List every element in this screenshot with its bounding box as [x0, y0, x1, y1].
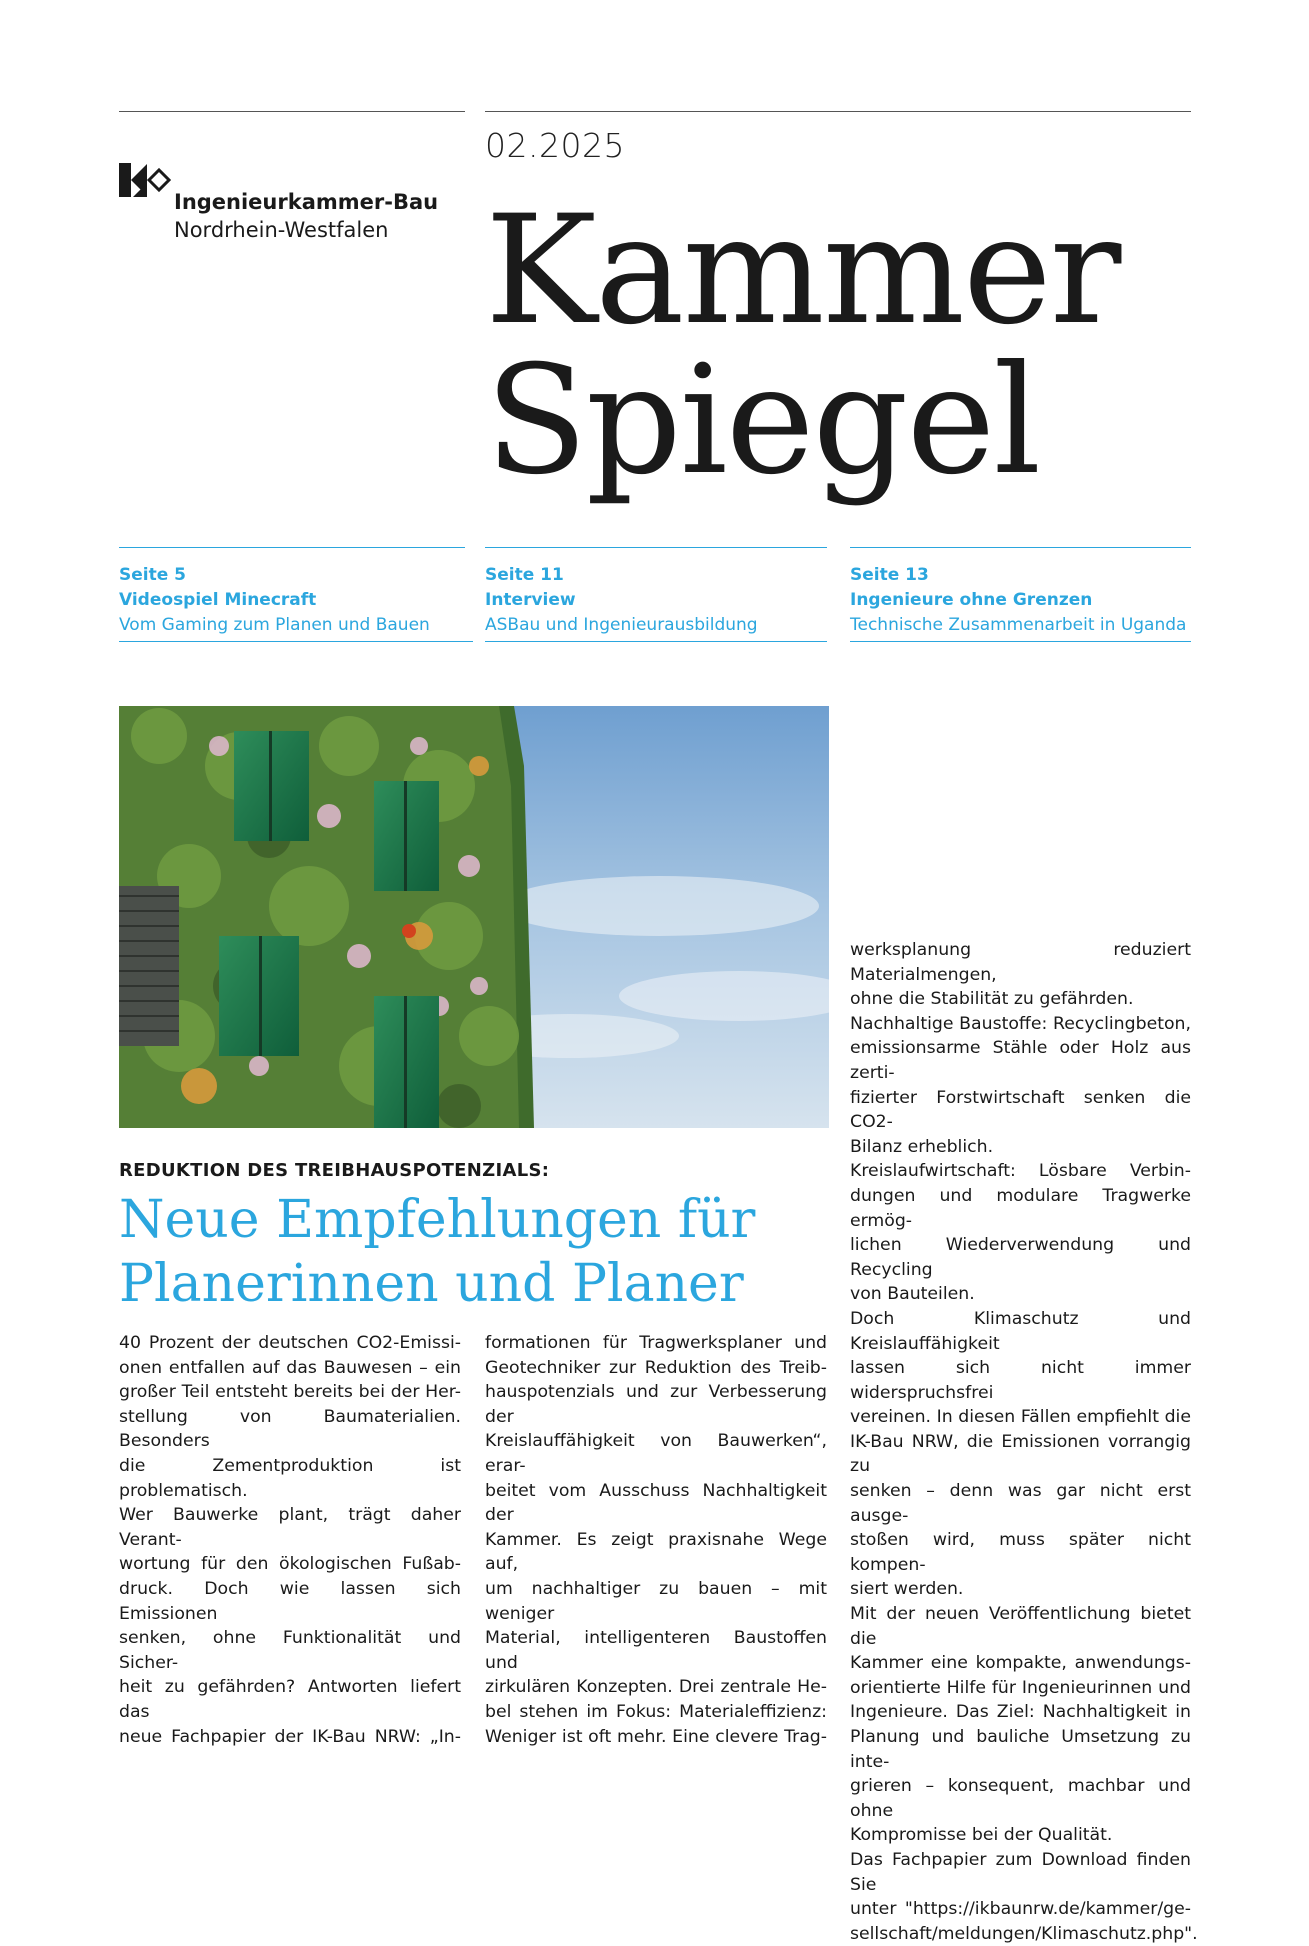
article-line: 40 Prozent der deutschen CO2-Emissi-: [119, 1333, 461, 1353]
article-line: Doch Klimaschutz und Kreislauffähigkeit: [850, 1308, 1191, 1354]
article-line: Bilanz erheblich.: [850, 1136, 994, 1157]
article-line: werksplanung reduziert Materialmengen,: [850, 940, 1191, 985]
article-line: lichen Wiederverwendung und Recycling: [850, 1235, 1191, 1280]
teaser-topic: Videospiel Minecraft: [119, 590, 317, 610]
article-line: senken – denn was gar nicht erst ausge-: [850, 1481, 1191, 1526]
teaser-topic: Ingenieure ohne Grenzen: [850, 590, 1093, 610]
org-name: Ingenieurkammer-Bau: [174, 190, 439, 214]
article-line: Geotechniker zur Reduktion des Treib-: [485, 1357, 827, 1378]
org-region: Nordrhein-Westfalen: [174, 218, 389, 242]
teaser[interactable]: [850, 563, 1194, 638]
article-line: senken, ohne Funktionalität und Sicher-: [119, 1628, 461, 1673]
article-line: emissionsarme Stähle oder Holz aus zerti-: [850, 1038, 1191, 1083]
masthead-title-line2: Spiegel: [485, 334, 1040, 508]
article-line: beitet vom Ausschuss Nachhaltigkeit der: [485, 1480, 827, 1526]
teaser[interactable]: [119, 563, 463, 638]
article-line: unter "https://ikbaunrw.de/kammer/ge-: [850, 1899, 1191, 1920]
article-column-1: [119, 1331, 461, 1749]
article-line: Ingenieure. Das Ziel: Nachhaltigkeit in: [850, 1702, 1191, 1723]
article-column-2: [485, 1331, 827, 1749]
article-line: Nachhaltige Baustoffe: Recyclingbeton,: [850, 1013, 1191, 1034]
article-line: Material, intelligenteren Baustoffen und: [485, 1628, 827, 1673]
teaser-rule-bottom: [485, 641, 827, 642]
article-line: Kreislaufwirtschaft: Lösbare Verbin-: [850, 1161, 1191, 1182]
article-line: zirkulären Konzepten. Drei zentrale He-: [485, 1677, 827, 1698]
article-line: sellschaft/meldungen/Klimaschutz.php".: [850, 1923, 1198, 1944]
article-line: die Zementproduktion ist problematisch.: [119, 1455, 461, 1501]
top-rule-right: [485, 111, 1191, 112]
teaser-rule-top: [119, 547, 465, 548]
article-headline: [119, 1188, 755, 1316]
teaser-subtitle: Technische Zusammenarbeit in Uganda: [850, 615, 1187, 635]
article-line: Kammer. Es zeigt praxisnahe Wege auf,: [485, 1529, 827, 1575]
article-line: Mit der neuen Veröffentlichung bietet die: [850, 1604, 1191, 1649]
article-line: großer Teil entsteht bereits bei der Her-: [119, 1382, 461, 1403]
article-line: ohne die Stabilität zu gefährden.: [850, 989, 1134, 1010]
article-column-3: [850, 938, 1198, 1946]
article-line: druck. Doch wie lassen sich Emissionen: [119, 1578, 461, 1624]
article-line: von Bauteilen.: [850, 1284, 975, 1305]
teaser-page: Seite 5: [119, 565, 187, 585]
article-line: neue Fachpapier der IK-Bau NRW: „In-: [119, 1726, 461, 1747]
teaser[interactable]: [485, 563, 829, 638]
article-line: Kreislauffähigkeit von Bauwerken“, erar-: [485, 1431, 827, 1476]
teaser-rule-top: [485, 547, 827, 548]
article-line: bel stehen im Fokus: Materialeffizienz:: [485, 1701, 827, 1722]
teaser-subtitle: ASBau und Ingenieurausbildung: [485, 615, 758, 635]
article-line: Das Fachpapier zum Download finden Sie: [850, 1849, 1191, 1895]
article-kicker: REDUKTION DES TREIBHAUSPOTENZIALS:: [119, 1160, 550, 1181]
headline-line: Neue Empfehlungen für: [119, 1190, 756, 1250]
teaser-rule-top: [850, 547, 1191, 548]
teaser-subtitle: Vom Gaming zum Planen und Bauen: [119, 615, 430, 635]
article-line: dungen und modulare Tragwerke ermög-: [850, 1185, 1191, 1231]
article-line: Weniger ist oft mehr. Eine clevere Trag-: [485, 1726, 827, 1747]
top-rule-left: [119, 111, 465, 112]
article-line: onen entfallen auf das Bauwesen – ein: [119, 1357, 461, 1378]
masthead-title-line1: Kammer: [485, 184, 1120, 358]
green-facade-photo: [119, 706, 829, 1128]
article-line: orientierte Hilfe für Ingenieurinnen und: [850, 1677, 1191, 1698]
issue-number: 02.2025: [485, 126, 625, 165]
article-line: lassen sich nicht immer widerspruchsfrei: [850, 1358, 1191, 1403]
article-line: IK-Bau NRW, die Emissionen vorrangig zu: [850, 1431, 1191, 1477]
teaser-rule-bottom: [119, 641, 473, 642]
teaser-rule-bottom: [850, 641, 1191, 642]
chamber-logo-icon: [119, 163, 171, 197]
article-line: hauspotenzials und zur Verbesserung der: [485, 1382, 827, 1427]
article-line: siert werden.: [850, 1579, 964, 1600]
article-line: Wer Bauwerke plant, trägt daher Verant-: [119, 1505, 461, 1550]
article-line: vereinen. In diesen Fällen empfiehlt die: [850, 1407, 1191, 1428]
article-line: stellung von Baumaterialien. Besonders: [119, 1406, 461, 1452]
article-line: stoßen wird, muss später nicht kompen-: [850, 1530, 1191, 1575]
article-line: formationen für Tragwerksplaner und: [485, 1333, 827, 1353]
article-line: fizierter Forstwirtschaft senken die CO2-: [850, 1087, 1191, 1133]
article-line: um nachhaltiger zu bauen – mit weniger: [485, 1578, 827, 1624]
article-line: grieren – konsequent, machbar und ohne: [850, 1776, 1191, 1821]
article-line: wortung für den ökologischen Fußab-: [119, 1554, 461, 1575]
article-line: Kammer eine kompakte, anwendungs-: [850, 1653, 1191, 1674]
teaser-page: Seite 11: [485, 565, 564, 585]
article-line: heit zu gefährden? Antworten liefert das: [119, 1677, 461, 1722]
teaser-topic: Interview: [485, 590, 576, 610]
article-line: Kompromisse bei der Qualität.: [850, 1825, 1113, 1846]
headline-line: Planerinnen und Planer: [119, 1254, 744, 1314]
teaser-page: Seite 13: [850, 565, 929, 585]
article-line: Planung und bauliche Umsetzung zu inte-: [850, 1727, 1191, 1772]
